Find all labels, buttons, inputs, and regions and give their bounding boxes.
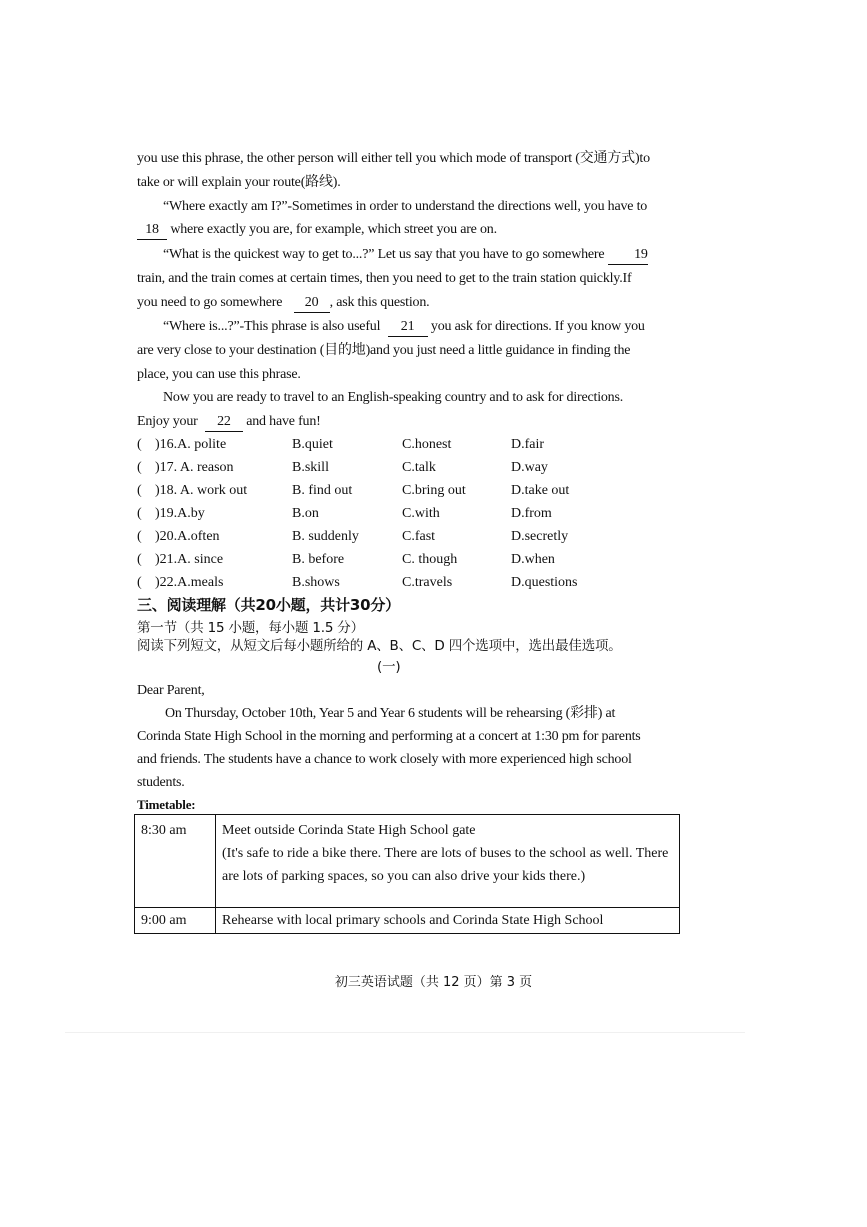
option-c: C.fast: [402, 529, 436, 544]
option-d: D.secretly: [511, 529, 569, 544]
passage-line: “Where exactly am I?”-Sometimes in order to understand the directions well, you have to: [163, 199, 648, 214]
passage-line: [163, 318, 645, 337]
answer-paren: (: [137, 437, 142, 452]
option-d: D.fair: [511, 437, 545, 452]
question-row: [137, 459, 697, 477]
section-heading: 三、阅读理解（共20小题，共计30分）: [137, 596, 400, 614]
passage-line: Now you are ready to travel to an English-speaking country and to ask for directions.: [163, 390, 624, 405]
passage-text: , ask this question.: [329, 295, 430, 310]
part-number: (一): [377, 659, 401, 675]
passage-line: train, and the train comes at certain times, then you need to get to the train station quickly.If: [137, 271, 632, 286]
time-cell: 8:30 am: [135, 815, 216, 908]
passage-text: you ask for directions. If you know you: [430, 319, 645, 334]
timetable-label: Timetable:: [137, 797, 196, 812]
passage-line: [163, 246, 648, 265]
option-d: D.from: [511, 506, 552, 521]
activity-text: Meet outside Corinda State High School gate: [222, 823, 476, 838]
question-row: [137, 528, 697, 546]
option-b: B.quiet: [292, 437, 333, 452]
letter-line: students.: [137, 775, 185, 790]
question-number-option-a: )21.A. since: [155, 552, 224, 567]
question-number-option-a: )19.A.by: [155, 506, 205, 521]
passage-line: [137, 294, 429, 313]
option-b: B.on: [292, 506, 319, 521]
passage-line: [137, 221, 497, 240]
answer-blank: 21: [388, 318, 428, 337]
option-d: D.when: [511, 552, 555, 567]
question-row: [137, 436, 697, 454]
time-cell: 9:00 am: [135, 908, 216, 934]
answer-paren: (: [137, 483, 142, 498]
letter-salutation: Dear Parent,: [137, 683, 205, 698]
activity-cell: [216, 815, 680, 908]
question-number-option-a: )18. A. work out: [155, 483, 248, 498]
option-c: C.talk: [402, 460, 436, 475]
table-row: [135, 815, 680, 908]
option-d: D.questions: [511, 575, 578, 590]
question-row: [137, 482, 697, 500]
answer-blank: 22: [205, 413, 243, 432]
letter-line: On Thursday, October 10th, Year 5 and Year 6 students will be rehearsing (彩排) at: [165, 706, 616, 721]
passage-line: are very close to your destination (目的地)and you just need a little guidance in finding the: [137, 343, 631, 358]
passage-text: and have fun!: [246, 414, 321, 429]
answer-blank: 18: [137, 221, 167, 240]
answer-blank: 20: [294, 294, 330, 313]
option-d: D.way: [511, 460, 548, 475]
passage-text: “Where is...?”-This phrase is also useful: [163, 319, 381, 334]
option-c: C.bring out: [402, 483, 466, 498]
activity-text: (It's safe to ride a bike there. There are lots of buses to the school as well. There: [222, 846, 669, 861]
divider: [65, 1032, 745, 1033]
question-row: [137, 551, 697, 569]
letter-line: and friends. The students have a chance to work closely with more experienced high school: [137, 752, 632, 767]
letter-line: Corinda State High School in the morning and performing at a concert at 1:30 pm for parents: [137, 729, 641, 744]
page-footer: 初三英语试题（共 12 页）第 3 页: [334, 975, 533, 990]
passage-text: where exactly you are, for example, which street you are on.: [170, 222, 497, 237]
question-number-option-a: )16.A. polite: [155, 437, 227, 452]
question-number-option-a: )22.A.meals: [155, 575, 224, 590]
answer-paren: (: [137, 552, 142, 567]
option-b: B. suddenly: [292, 529, 359, 544]
option-c: C. though: [402, 552, 458, 567]
option-d: D.take out: [511, 483, 570, 498]
option-c: C.with: [402, 506, 440, 521]
activity-cell: Rehearse with local primary schools and Corinda State High School: [216, 908, 680, 934]
option-b: B. find out: [292, 483, 353, 498]
activity-text: are lots of parking spaces, so you can also drive your kids there.): [222, 869, 586, 884]
passage-text: “What is the quickest way to get to...?” Let us say that you have to go somewhere: [163, 247, 605, 262]
timetable: [134, 814, 680, 934]
option-c: C.travels: [402, 575, 453, 590]
section-instruction: 阅读下列短文，从短文后每小题所给的 A、B、C、D 四个选项中，选出最佳选项。: [137, 638, 622, 654]
passage-line: place, you can use this phrase.: [137, 367, 301, 382]
question-row: [137, 574, 697, 592]
question-number-option-a: )20.A.often: [155, 529, 220, 544]
answer-paren: (: [137, 575, 142, 590]
passage-line: [137, 413, 321, 432]
passage-text: Enjoy your: [137, 414, 198, 429]
table-row: [135, 908, 680, 934]
passage-line: you use this phrase, the other person will either tell you which mode of transport (交通方式)to: [137, 151, 650, 166]
section-subheading: 第一节（共 15 小题，每小题 1.5 分）: [137, 620, 364, 636]
passage-text: you need to go somewhere: [137, 295, 283, 310]
option-b: B.skill: [292, 460, 329, 475]
passage-line: take or will explain your route(路线).: [137, 175, 341, 190]
answer-paren: (: [137, 529, 142, 544]
answer-paren: (: [137, 460, 142, 475]
option-c: C.honest: [402, 437, 452, 452]
question-number-option-a: )17. A. reason: [155, 460, 234, 475]
option-b: B. before: [292, 552, 345, 567]
answer-paren: (: [137, 506, 142, 521]
answer-blank: 19: [608, 246, 648, 265]
option-b: B.shows: [292, 575, 340, 590]
question-row: [137, 505, 697, 523]
